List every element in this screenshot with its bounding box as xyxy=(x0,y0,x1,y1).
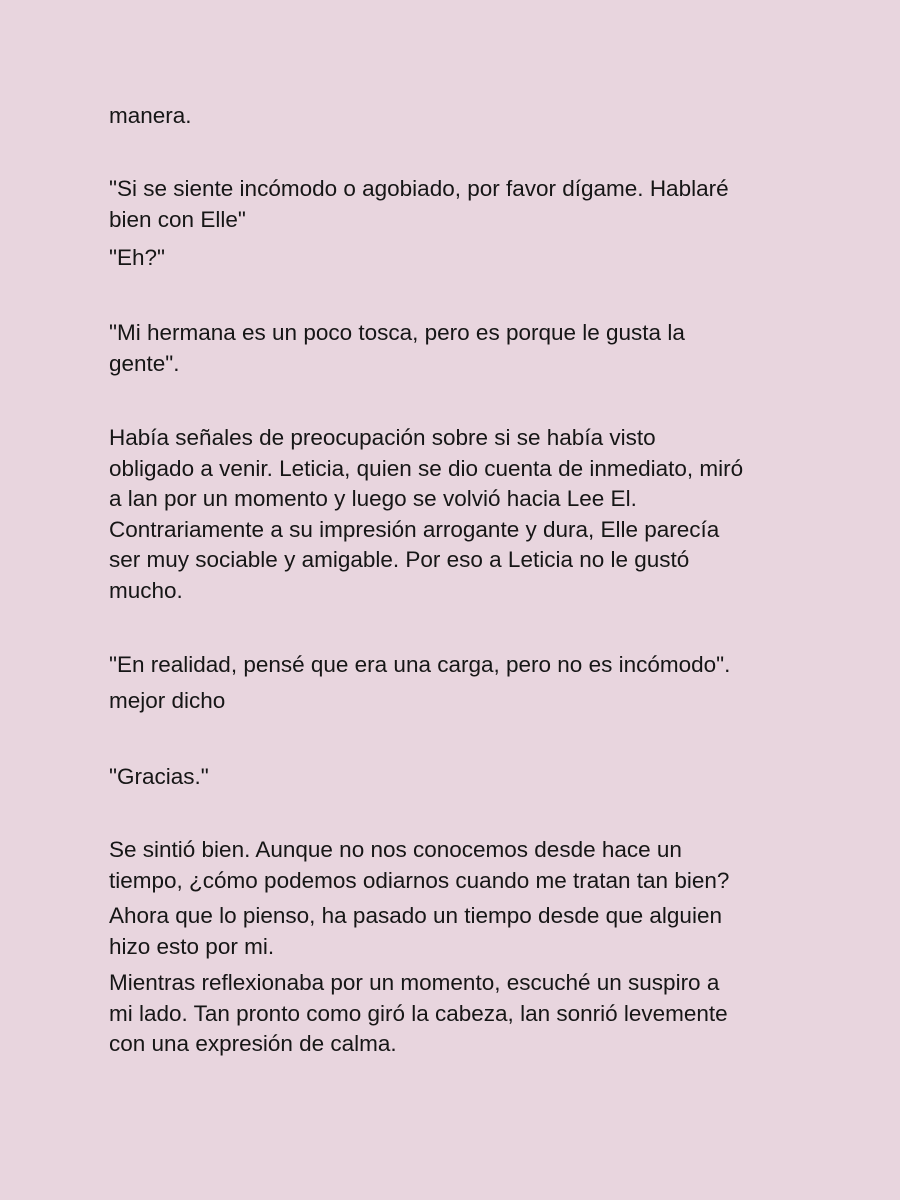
paragraph-7: mejor dicho xyxy=(109,688,226,713)
paragraph-5: Había señales de preocupación sobre si se había visto obligado a venir. Leticia, quien se dio cuenta de inmediato, miró a lan por un momento y luego se volvió hacia Lee El. Contrariamente a su impresión arrogante y dura, Elle parecía ser muy sociable y amigable. Por eso a Leticia no le gustó mucho. xyxy=(109,425,744,603)
paragraph-4: "Mi hermana es un poco tosca, pero es porque le gusta la gente". xyxy=(109,320,685,376)
paragraph-2: "Si se siente incómodo o agobiado, por favor dígame. Hablaré bien con Elle" xyxy=(109,176,729,232)
document-page xyxy=(109,0,809,1200)
paragraph-1: manera. xyxy=(109,103,192,128)
paragraph-10: Ahora que lo pienso, ha pasado un tiempo desde que alguien hizo esto por mi. xyxy=(109,903,722,959)
paragraph-8: "Gracias." xyxy=(109,764,209,789)
paragraph-9: Se sintió bien. Aunque no nos conocemos desde hace un tiempo, ¿cómo podemos odiarnos cuando me tratan tan bien? xyxy=(109,837,730,893)
paragraph-3: "Eh?" xyxy=(109,245,166,270)
paragraph-6: "En realidad, pensé que era una carga, pero no es incómodo". xyxy=(109,652,731,677)
paragraph-11: Mientras reflexionaba por un momento, escuché un suspiro a mi lado. Tan pronto como giró la cabeza, lan sonrió levemente con una expresión de calma. xyxy=(109,970,728,1056)
